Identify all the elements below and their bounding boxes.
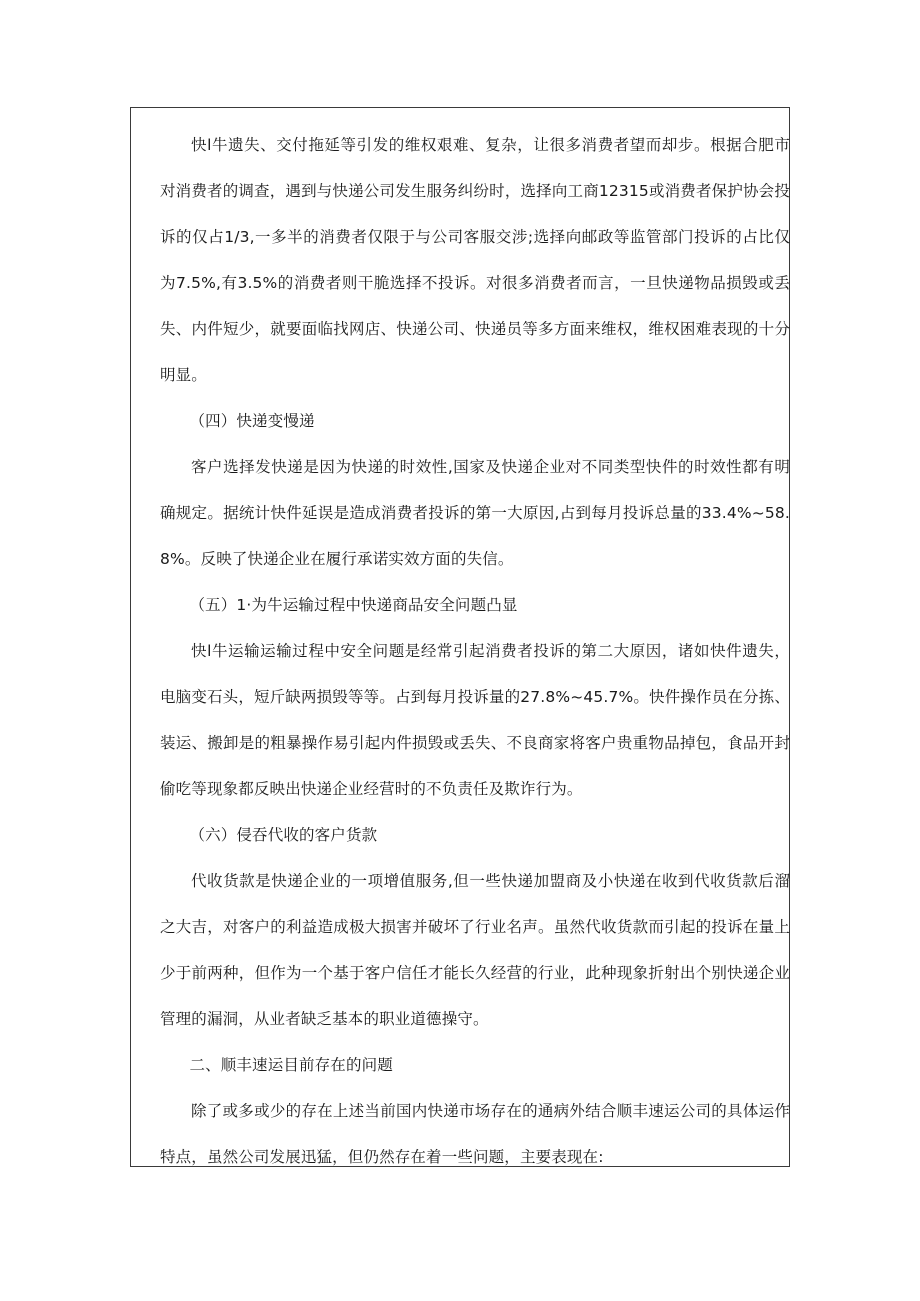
section-heading-5: （五）1·为牛运输过程中快递商品安全问题凸显 [189,596,518,614]
paragraph-transport-safety: 快l牛运输运输过程中安全问题是经常引起消费者投诉的第二大原因，诸如快件遗失，电脑变石头，短斤缺两损毁等等。占到每月投诉量的27.8%~45.7%。快件操作员在分拣、装运、搬卸是的粗暴操作易引起内件损毁或丢失、不良商家将客户贵重物品掉包，食品开封偷吃等现象都反映出快递企业经营时的不负责任及欺诈行为。 [160,642,790,798]
section-heading-6: （六）侵吞代收的客户货款 [189,826,378,844]
paragraph-sf-intro: 除了或多或少的存在上述当前国内快递市场存在的通病外结合顺丰速运公司的具体运作特点，虽然公司发展迅猛，但仍然存在着一些问题，主要表现在: [160,1102,790,1166]
paragraph-cod-payment: 代收货款是快递企业的一项增值服务,但一些快递加盟商及小快递在收到代收货款后溜之大吉，对客户的利益造成极大损害并破坏了行业名声。虽然代收货款而引起的投诉在量上少于前两种，但作为一个基于客户信任才能长久经营的行业，此种现象折射出个别快递企业管理的漏洞，从业者缺乏基本的职业道德操守。 [160,872,790,1028]
section-heading-4: （四）快递变慢递 [189,412,315,430]
document-body [160,122,790,1180]
paragraph-complaint-difficulty: 快l牛遗失、交付拖延等引发的维权艰难、复杂，让很多消费者望而却步。根据合肥市对消费者的调查，遇到与快递公司发生服务纠纷时，选择向工商12315或消费者保护协会投诉的仅占1/3,一多半的消费者仅限于与公司客服交涉;选择向邮政等监管部门投诉的占比仅为7.5%,有3.5%的消费者则干脆选择不投诉。对很多消费者而言，一旦快递物品损毁或丢失、内件短少，就要面临找网店、快递公司、快递员等多方面来维权，维权困难表现的十分明显。 [160,136,790,384]
paragraph-delivery-delay: 客户选择发快递是因为快递的时效性,国家及快递企业对不同类型快件的时效性都有明确规定。据统计快件延误是造成消费者投诉的第一大原因,占到每月投诉总量的33.4%~58.8%。反映了快递企业在履行承诺实效方面的失信。 [160,458,790,568]
section-heading-sf-problems: 二、顺丰速运目前存在的问题 [189,1056,393,1074]
